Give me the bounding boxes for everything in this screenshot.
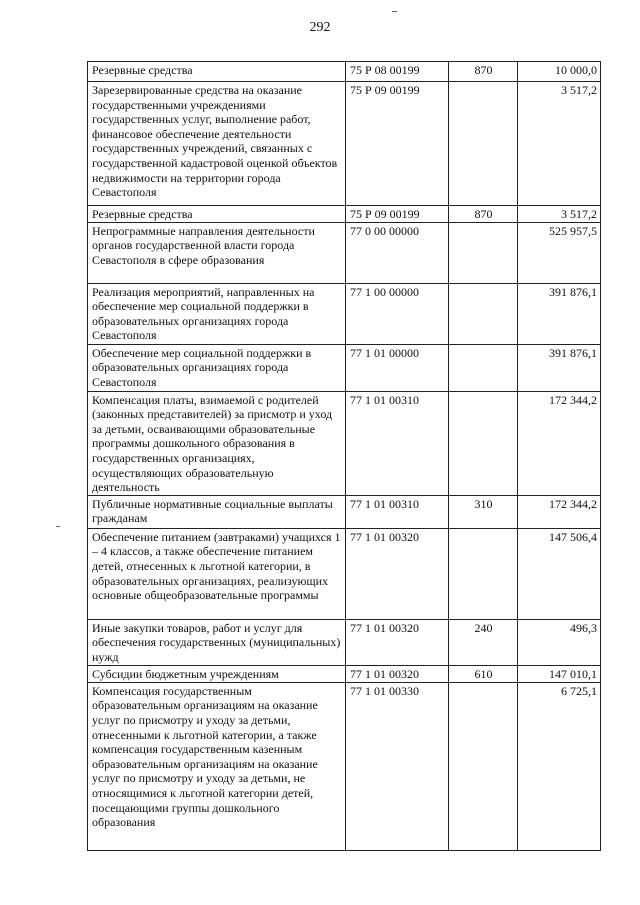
- row-amount: 10 000,0: [518, 62, 601, 82]
- row-amount: 6 725,1: [518, 682, 601, 850]
- row-type: [449, 528, 518, 619]
- row-amount: 391 876,1: [518, 283, 601, 344]
- row-name: Обеспечение питанием (завтраками) учащихся 1 – 4 классов, а также обеспечение питанием детей, отнесенных к льготной категории, в образовательных организациях, реализующих основные общеобразовательные программы: [88, 528, 346, 619]
- table-row: [88, 619, 601, 665]
- row-type: 610: [449, 665, 518, 682]
- row-name: Обеспечение мер социальной поддержки в образовательных организациях города Севастополя: [88, 344, 346, 391]
- table-row: [88, 391, 601, 495]
- row-code: 77 1 01 00320: [346, 528, 449, 619]
- row-code: 77 0 00 00000: [346, 222, 449, 283]
- page-number: 292: [309, 20, 331, 35]
- table-row: [88, 283, 601, 344]
- row-code: 75 Р 09 00199: [346, 82, 449, 206]
- row-code: 77 1 01 00320: [346, 619, 449, 665]
- row-name: Субсидии бюджетным учреждениям: [88, 665, 346, 682]
- row-type: [449, 222, 518, 283]
- table-row: [88, 344, 601, 391]
- row-name: Иные закупки товаров, работ и услуг для обеспечения государственных (муниципальных) нужд: [88, 619, 346, 665]
- row-name: Компенсация государственным образовательным организациям на оказание услуг по присмотру и уходу за детьми, отнесенными к льготной категории, а также компенсация государственным казенным образовательным организациям на оказание услуг по присмотру и уходу за детьми, не относящимися к льготной категории детей, посещающими группы дошкольного образования: [88, 682, 346, 850]
- row-amount: 391 876,1: [518, 344, 601, 391]
- row-type: [449, 82, 518, 206]
- row-name: Резервные средства: [88, 62, 346, 82]
- row-amount: 496,3: [518, 619, 601, 665]
- row-code: 75 Р 09 00199: [346, 206, 449, 223]
- row-name: Компенсация платы, взимаемой с родителей (законных представителей) за присмотр и уход за детьми, осваивающими образовательные программы дошкольного образования в государственных организациях, осуществляющих образовательную деятельность: [88, 391, 346, 495]
- row-type: [449, 682, 518, 850]
- row-code: 77 1 00 00000: [346, 283, 449, 344]
- table-row: [88, 62, 601, 82]
- table-row: [88, 665, 601, 682]
- row-amount: 3 517,2: [518, 206, 601, 223]
- row-name: Непрограммные направления деятельности органов государственной власти города Севастополя в сфере образования: [88, 222, 346, 283]
- row-code: 77 1 01 00000: [346, 344, 449, 391]
- row-code: 75 Р 08 00199: [346, 62, 449, 82]
- table-row: [88, 206, 601, 223]
- row-name: Зарезервированные средства на оказание государственными учреждениями государственных услуг, выполнение работ, финансовое обеспечение деятельности государственных учреждений, связанных с государственной кадастровой оценкой объектов недвижимости на территории города Севастополя: [88, 82, 346, 206]
- row-name: Резервные средства: [88, 206, 346, 223]
- row-amount: 172 344,2: [518, 391, 601, 495]
- row-name: Реализация мероприятий, направленных на обеспечение мер социальной поддержки в образовательных организациях города Севастополя: [88, 283, 346, 344]
- row-amount: 3 517,2: [518, 82, 601, 206]
- table-row: [88, 222, 601, 283]
- row-amount: 525 957,5: [518, 222, 601, 283]
- row-code: 77 1 01 00310: [346, 391, 449, 495]
- budget-table: [87, 61, 601, 851]
- table-row: [88, 528, 601, 619]
- table-row: [88, 495, 601, 528]
- row-type: 870: [449, 62, 518, 82]
- row-type: 870: [449, 206, 518, 223]
- row-type: 240: [449, 619, 518, 665]
- scan-mark-top: [392, 11, 397, 12]
- table-row: [88, 682, 601, 850]
- row-type: [449, 283, 518, 344]
- row-code: 77 1 01 00330: [346, 682, 449, 850]
- row-code: 77 1 01 00310: [346, 495, 449, 528]
- row-type: [449, 391, 518, 495]
- row-code: 77 1 01 00320: [346, 665, 449, 682]
- scan-mark-left: [56, 526, 60, 527]
- row-type: 310: [449, 495, 518, 528]
- row-type: [449, 344, 518, 391]
- row-amount: 147 506,4: [518, 528, 601, 619]
- row-amount: 147 010,1: [518, 665, 601, 682]
- row-name: Публичные нормативные социальные выплаты гражданам: [88, 495, 346, 528]
- row-amount: 172 344,2: [518, 495, 601, 528]
- table-row: [88, 82, 601, 206]
